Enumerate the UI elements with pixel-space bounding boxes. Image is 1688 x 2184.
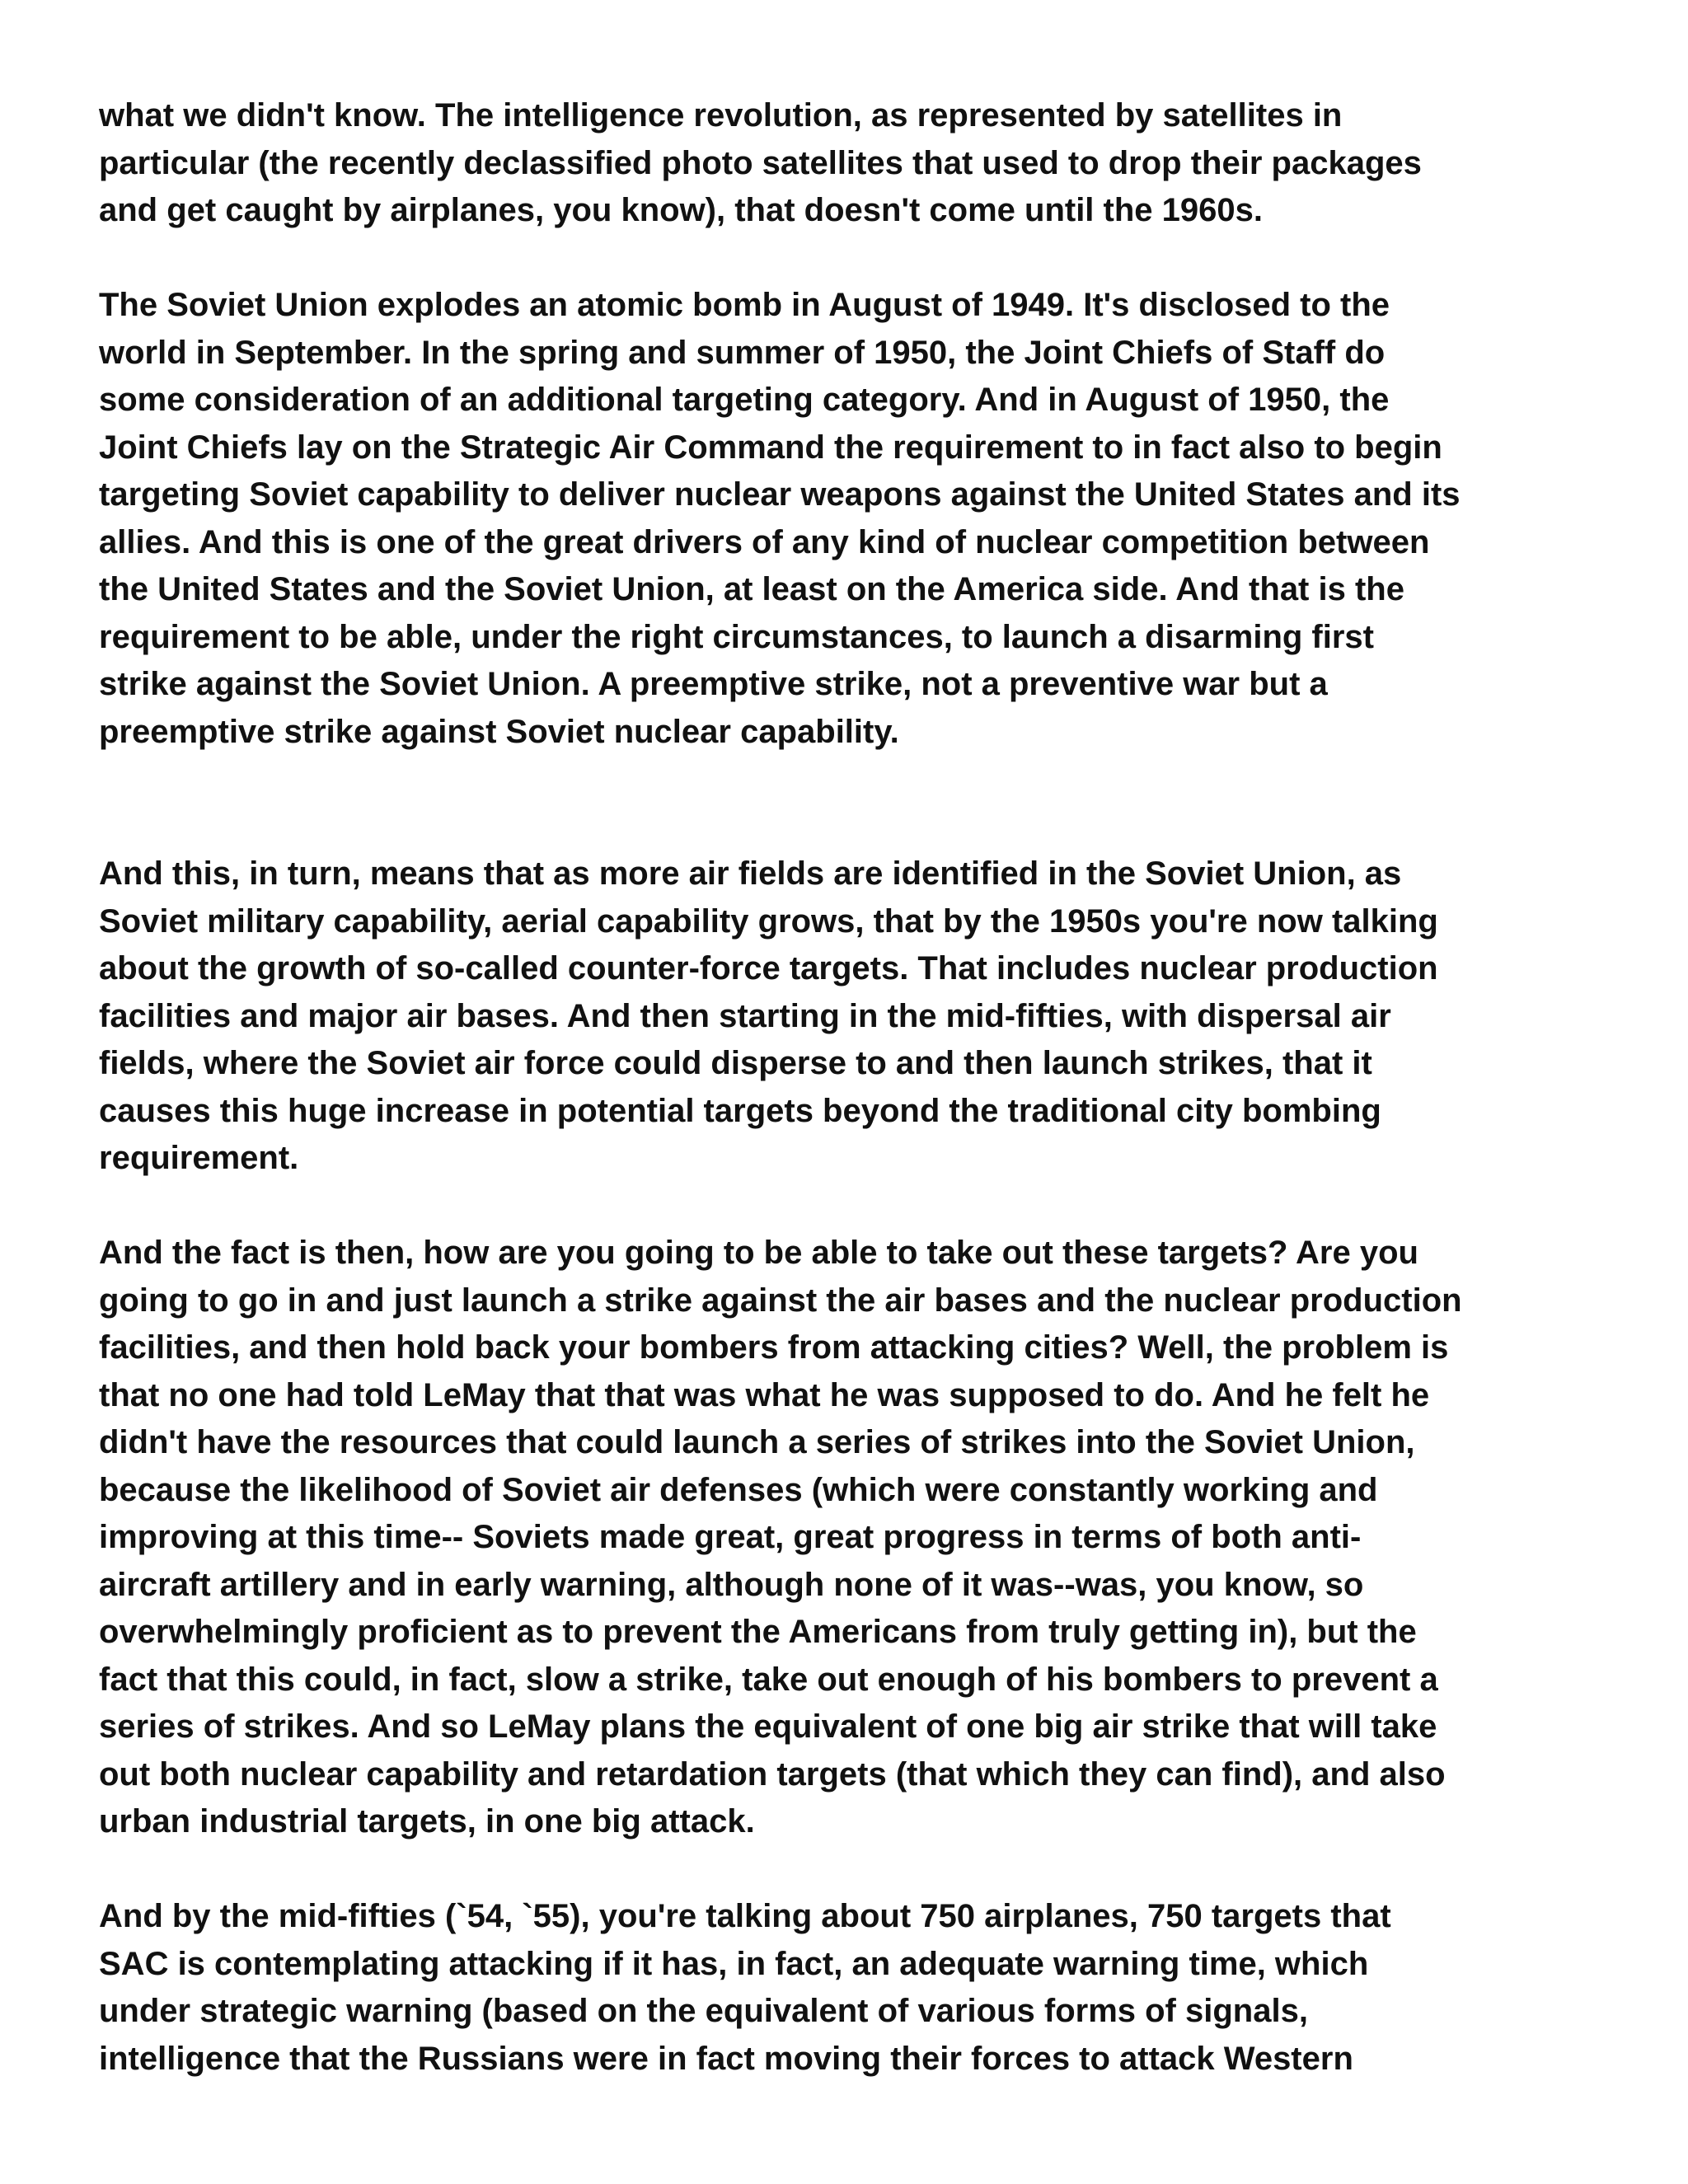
text-line: strike against the Soviet Union. A preemptive strike, not a preventive war but a [99, 666, 1328, 702]
paragraph-sac-750-targets [99, 1893, 1582, 2083]
text-line: targeting Soviet capability to deliver nuclear weapons against the United States and its [99, 476, 1461, 513]
text-line: overwhelmingly proficient as to prevent the Americans from truly getting in), but the [99, 1614, 1417, 1650]
paragraph-soviet-atomic-bomb [99, 282, 1582, 756]
text-line: didn't have the resources that could launch a series of strikes into the Soviet Union, [99, 1424, 1415, 1460]
text-line: series of strikes. And so LeMay plans the equivalent of one big air strike that will take [99, 1708, 1437, 1745]
text-line: about the growth of so-called counter-force targets. That includes nuclear production [99, 950, 1438, 987]
text-line: The Soviet Union explodes an atomic bomb in August of 1949. It's disclosed to the [99, 287, 1390, 323]
text-line: SAC is contemplating attacking if it has, in fact, an adequate warning time, which [99, 1945, 1369, 1982]
text-line: facilities and major air bases. And then starting in the mid-fifties, with dispersal air [99, 997, 1391, 1034]
text-line: And this, in turn, means that as more air fields are identified in the Soviet Union, as [99, 855, 1402, 892]
text-line: urban industrial targets, in one big attack. [99, 1803, 755, 1840]
text-line: And by the mid-fifties (`54, `55), you're talking about 750 airplanes, 750 targets that [99, 1898, 1391, 1934]
paragraph-counter-force-targets [99, 851, 1582, 1183]
text-line: And the fact is then, how are you going to be able to take out these targets? Are you [99, 1235, 1418, 1271]
text-line: that no one had told LeMay that that was what he was supposed to do. And he felt he [99, 1376, 1430, 1413]
text-line: going to go in and just launch a strike against the air bases and the nuclear production [99, 1282, 1462, 1319]
text-line: particular (the recently declassified photo satellites that used to drop their packages [99, 144, 1422, 181]
text-line: and get caught by airplanes, you know), that doesn't come until the 1960s. [99, 192, 1263, 228]
text-line: out both nuclear capability and retardation targets (that which they can find), and also [99, 1755, 1446, 1793]
text-line: world in September. In the spring and summer of 1950, the Joint Chiefs of Staff do [99, 334, 1386, 371]
text-line: under strategic warning (based on the equivalent of various forms of signals, [99, 1993, 1308, 2029]
text-line: Soviet military capability, aerial capability grows, that by the 1950s you're now talking [99, 902, 1438, 940]
text-line: causes this huge increase in potential targets beyond the traditional city bombing [99, 1092, 1381, 1129]
text-line: preemptive strike against Soviet nuclear capability. [99, 713, 899, 750]
text-line: intelligence that the Russians were in fact moving their forces to attack Western [99, 2040, 1353, 2077]
text-line: the United States and the Soviet Union, at least on the America side. And that is the [99, 571, 1404, 607]
text-line: requirement. [99, 1140, 299, 1176]
text-line: fields, where the Soviet air force could disperse to and then launch strikes, that it [99, 1045, 1372, 1081]
text-line: aircraft artillery and in early warning, although none of it was--was, you know, so [99, 1566, 1364, 1603]
text-line: requirement to be able, under the right circumstances, to launch a disarming first [99, 618, 1374, 655]
text-line: improving at this time-- Soviets made great, great progress in terms of both anti- [99, 1519, 1362, 1555]
text-line: what we didn't know. The intelligence revolution, as represented by satellites in [99, 97, 1343, 134]
paragraph-lemay-strike-plan [99, 1230, 1582, 1846]
text-line: allies. And this is one of the great drivers of any kind of nuclear competition between [99, 523, 1430, 560]
text-line: facilities, and then hold back your bombers from attacking cities? Well, the problem is [99, 1329, 1449, 1366]
text-line: Joint Chiefs lay on the Strategic Air Command the requirement to in fact also to begin [99, 429, 1442, 466]
text-line: some consideration of an additional targeting category. And in August of 1950, the [99, 382, 1390, 418]
paragraph-intelligence-revolution [99, 92, 1582, 235]
text-line: fact that this could, in fact, slow a strike, take out enough of his bombers to prevent a [99, 1661, 1438, 1698]
text-line: because the likelihood of Soviet air defenses (which were constantly working and [99, 1471, 1378, 1508]
